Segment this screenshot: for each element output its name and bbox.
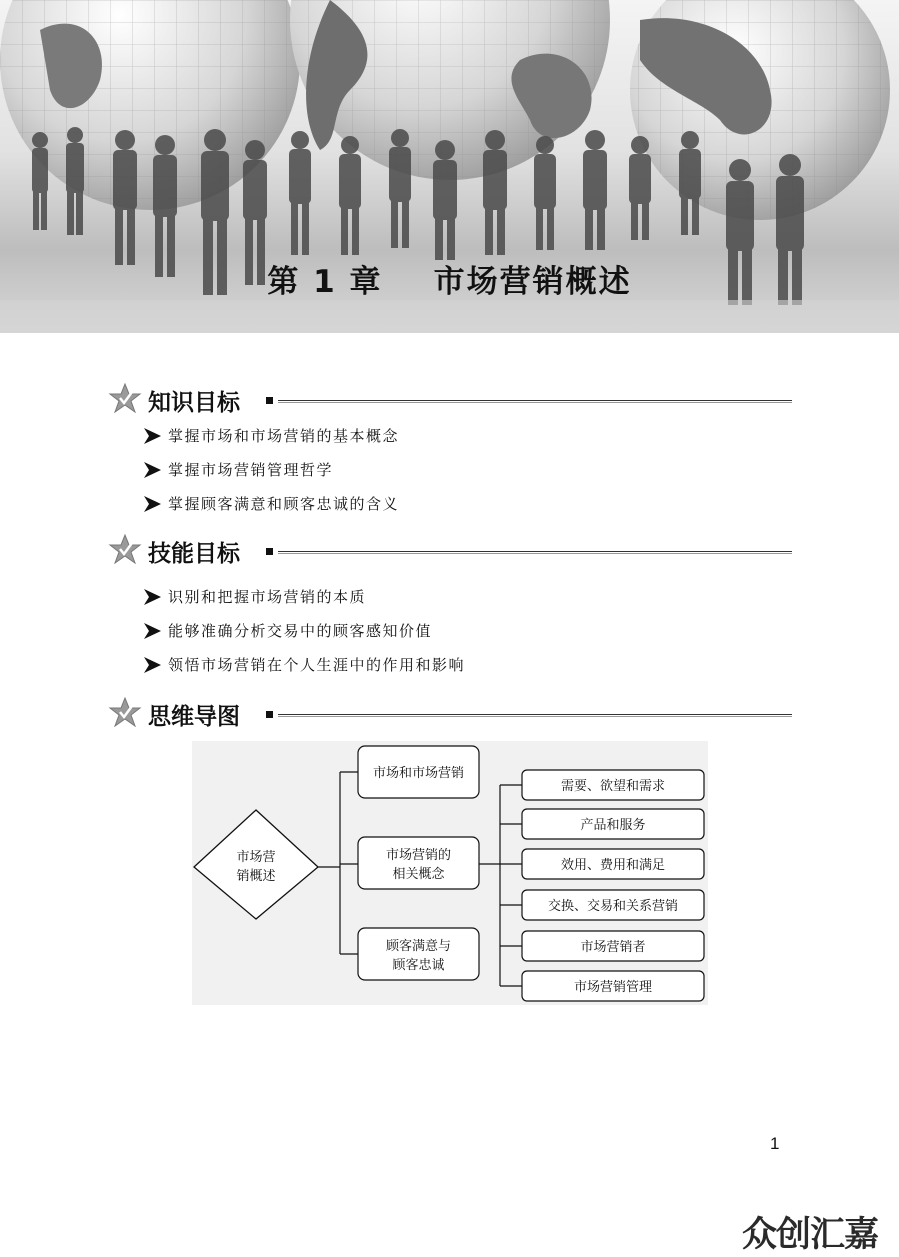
- svg-text:效用、费用和满足: 效用、费用和满足: [560, 858, 666, 873]
- divider-line: [278, 714, 792, 715]
- svg-text:需要、欲望和需求: 需要、欲望和需求: [560, 779, 666, 794]
- list-item: 领悟市场营销在个人生涯中的作用和影响: [142, 648, 465, 682]
- svg-text:顾客满意与: 顾客满意与: [385, 939, 452, 954]
- divider-line: [278, 400, 792, 401]
- arrow-bullet-icon: [142, 494, 162, 514]
- section-header-mind-map: [108, 697, 792, 729]
- arrow-bullet-icon: [142, 426, 162, 446]
- mind-map-leaf-node: [522, 890, 704, 920]
- mind-map-leaf-node: [522, 809, 704, 839]
- section-header-skill-goals: [108, 534, 792, 566]
- divider-line: [278, 553, 792, 554]
- chapter-title: 第 1 章 市场营销概述: [267, 264, 632, 300]
- mind-map-leaf-node: [522, 931, 704, 961]
- skill-goals-list: [142, 580, 465, 682]
- mind-map-leaf-node: [522, 770, 704, 800]
- svg-text:市场营销管理: 市场营销管理: [573, 980, 653, 995]
- arrow-bullet-icon: [142, 655, 162, 675]
- mind-map-node-market: [358, 746, 479, 798]
- divider-line: [278, 716, 792, 717]
- mind-map-diagram: [192, 741, 708, 1005]
- list-item: 识别和把握市场营销的本质: [142, 580, 465, 614]
- section-header-knowledge-goals: [108, 383, 792, 415]
- arrow-bullet-icon: [142, 587, 162, 607]
- list-item: 能够准确分析交易中的顾客感知价值: [142, 614, 465, 648]
- section-title: 知识目标: [148, 390, 240, 416]
- mind-map-leaf-node: [522, 971, 704, 1001]
- divider-line: [278, 402, 792, 403]
- divider-line: [278, 551, 792, 552]
- svg-text:市场营销者: 市场营销者: [580, 940, 646, 955]
- list-item: 掌握顾客满意和顾客忠诚的含义: [142, 487, 399, 521]
- list-item: 掌握市场营销管理哲学: [142, 453, 399, 487]
- mind-map-node-customer-satisfaction: [358, 928, 479, 980]
- knowledge-goals-list: [142, 419, 399, 521]
- svg-text:市场营销的: 市场营销的: [385, 848, 452, 863]
- arrow-bullet-icon: [142, 460, 162, 480]
- star-icon: [108, 534, 142, 564]
- section-title: 思维导图: [148, 704, 240, 730]
- square-bullet: [266, 711, 273, 718]
- square-bullet: [266, 397, 273, 404]
- star-icon: [108, 383, 142, 413]
- list-item: 掌握市场和市场营销的基本概念: [142, 419, 399, 453]
- arrow-bullet-icon: [142, 621, 162, 641]
- square-bullet: [266, 548, 273, 555]
- svg-text:交换、交易和关系营销: 交换、交易和关系营销: [547, 899, 679, 914]
- svg-text:市场和市场营销: 市场和市场营销: [372, 766, 465, 781]
- star-icon: [108, 697, 142, 727]
- svg-text:产品和服务: 产品和服务: [580, 818, 646, 833]
- mind-map: [192, 741, 708, 1005]
- mind-map-leaf-node: [522, 849, 704, 879]
- mind-map-node-related-concepts: [358, 837, 479, 889]
- svg-text:销概述: 销概述: [236, 869, 276, 884]
- svg-text:市场营: 市场营: [236, 850, 276, 865]
- svg-text:顾客忠诚: 顾客忠诚: [392, 958, 445, 973]
- section-title: 技能目标: [148, 541, 240, 567]
- watermark-logo: 众创汇嘉: [742, 1215, 879, 1255]
- chapter-banner: [0, 0, 899, 333]
- mind-map-root-node: [194, 810, 318, 919]
- svg-text:相关概念: 相关概念: [392, 867, 445, 882]
- page-number: 1: [770, 1134, 780, 1153]
